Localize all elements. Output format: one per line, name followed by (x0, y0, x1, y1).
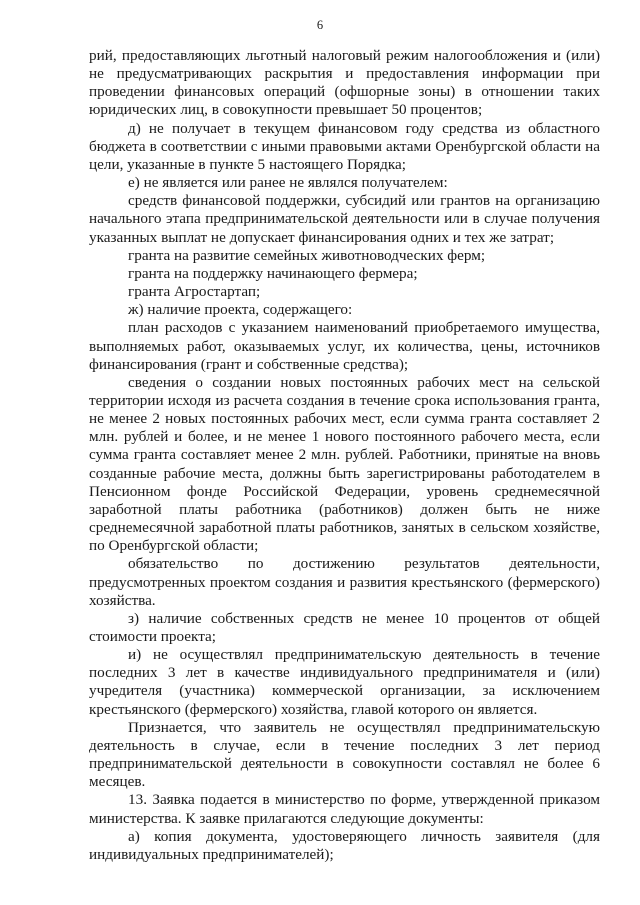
paragraph-offshore-continuation: рий, предоставляющих льготный налоговый режим налогообложения и (или) не предусматривающих раскрытия и предоставления информации при проведении финансовых операций (офшорные зоны) в отношении таких юридических лиц, в совокупности превышает 50 процентов; (89, 47, 600, 119)
paragraph-zh-project: ж) наличие проекта, содержащего: (128, 301, 353, 319)
paragraph-e-grant-beginning-farmer: гранта на поддержку начинающего фермера; (128, 264, 418, 282)
paragraph-e-financial-support: средств финансовой поддержки, субсидий или грантов на организацию начального этапа предпринимательской деятельности или в случае получения указанных выплат не допускает финансирования одних и тех же затрат; (89, 192, 600, 246)
paragraph-e-grant-agrostartup: гранта Агростартап; (128, 283, 261, 301)
paragraph-i-no-business: и) не осуществлял предпринимательскую деятельность в течение последних 3 лет в качестве индивидуального предпринимателя и (или) учредителя (участника) коммерческой организации, за исключением крестьянского (фермерского) хозяйства, главой которого он является. (89, 646, 600, 718)
paragraph-a-identity-copy: а) копия документа, удостоверяющего личность заявителя (для индивидуальных предпринимателей); (89, 827, 600, 863)
paragraph-zh-expense-plan: план расходов с указанием наименований приобретаемого имущества, выполняемых работ, оказываемых услуг, их количества, цены, источников финансирования (грант и собственные средства); (89, 319, 600, 373)
paragraph-zh-obligation: обязательство по достижению результатов деятельности, предусмотренных проектом создания и развития крестьянского (фермерского) хозяйства. (89, 555, 600, 609)
paragraph-e-not-recipient: е) не является или ранее не являлся получателем: (128, 174, 448, 192)
paragraph-d-regional-budget: д) не получает в текущем финансовом году средства из областного бюджета в соответствии с иными правовыми актами Оренбургской области на цели, указанные в пункте 5 настоящего Порядка; (89, 119, 600, 173)
paragraph-13-application: 13. Заявка подается в министерство по форме, утвержденной приказом министерства. К заявке прилагаются следующие документы: (89, 791, 600, 827)
document-body (89, 47, 600, 864)
paragraph-zh-new-jobs: сведения о создании новых постоянных рабочих мест на сельской территории исходя из расчета создания в течение срока использования гранта, не менее 2 новых постоянных рабочих мест, если сумма гранта составляет 2 млн. рублей и более, и не менее 1 нового постоянного рабочего места, если сумма гранта составляет менее 2 млн. рублей. Работники, принятые на вновь созданные рабочие места, должны быть зарегистрированы работодателем в Пенсионном фонде Российской Федерации, уровень среднемесячной заработной платы работника (работников) должен быть не ниже среднемесячной заработной платы работников, занятых в сельском хозяйстве, по Оренбургской области; (89, 373, 600, 555)
paragraph-z-own-funds: з) наличие собственных средств не менее 10 процентов от общей стоимости проекта; (89, 609, 600, 645)
paragraph-recognition-rule: Признается, что заявитель не осуществлял предпринимательскую деятельность в случае, если в течение последних 3 лет период предпринимательской деятельности в совокупности составлял не более 6 месяцев. (89, 718, 600, 791)
page-number: 6 (316, 18, 324, 32)
paragraph-e-grant-family-farms: гранта на развитие семейных животноводческих ферм; (128, 246, 486, 264)
